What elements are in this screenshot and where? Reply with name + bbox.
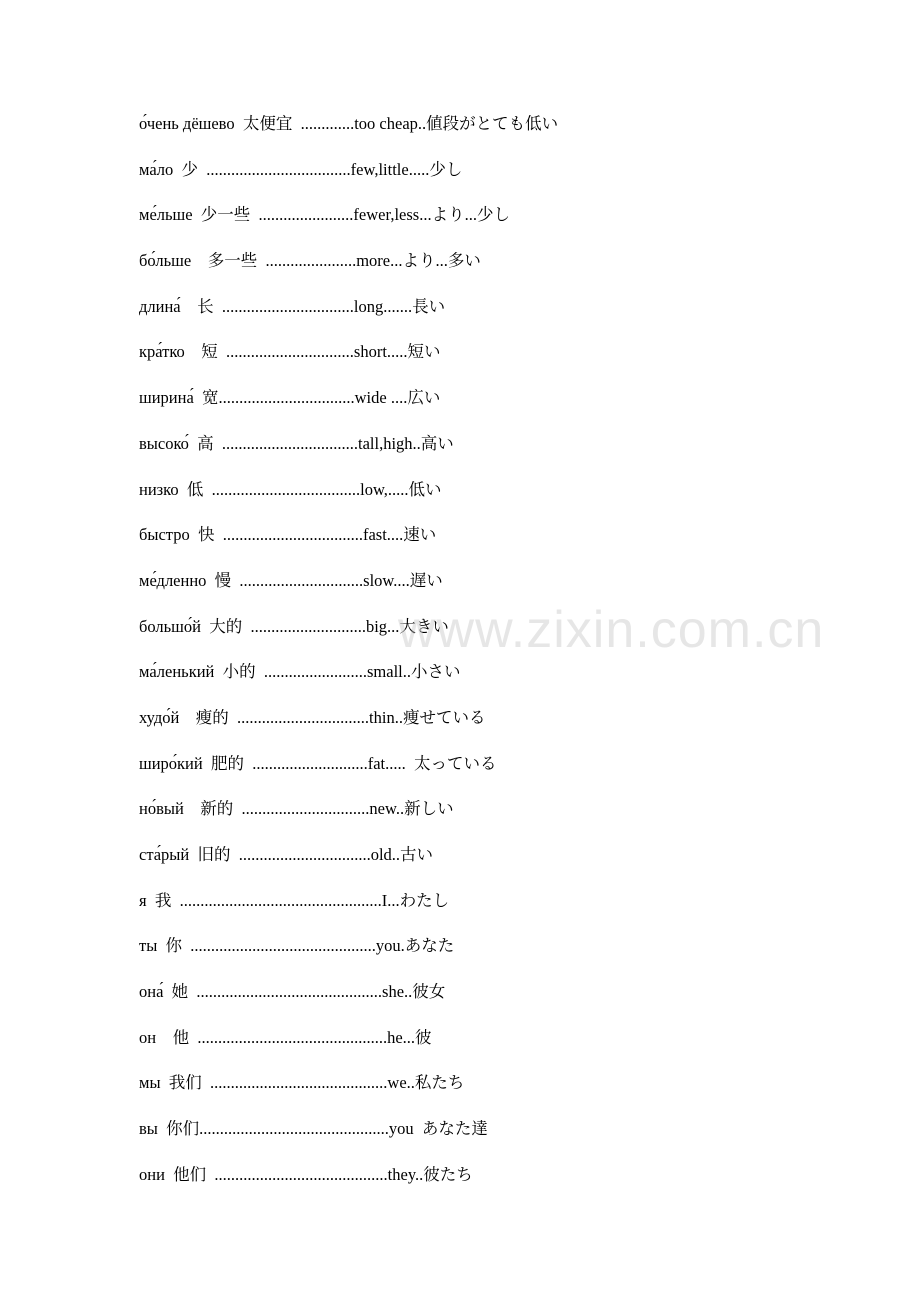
vocab-line: они 他们 ..........................................they..彼たち	[139, 1164, 473, 1184]
vocab-line: ма́ло 少 ...................................few,little.....少し	[139, 159, 463, 179]
watermark: www.zixin.com.cn	[398, 601, 825, 659]
vocab-line: кра́тко 短 ...............................short.....短い	[139, 342, 441, 362]
vocab-line: мы 我们 ...........................................we..私たち	[139, 1073, 465, 1093]
vocab-line: низко 低 ....................................low,.....低い	[139, 479, 442, 499]
vocab-line: но́вый 新的 ...............................new..新しい	[139, 799, 454, 819]
vocabulary-list	[139, 110, 859, 1207]
vocab-line: длина́ 长 ................................long.......長い	[139, 296, 446, 316]
vocab-line: ма́ленький 小的 .........................small..小さい	[139, 662, 461, 682]
vocab-line: ме́дленно 慢 ..............................slow....遅い	[139, 570, 443, 590]
vocab-line: о́чень дёшево 太便宜 .............too cheap..値段がとても低い	[139, 114, 559, 133]
vocab-line: вы 你们..............................................you あなた達	[139, 1119, 488, 1139]
vocab-line: широ́кий 肥的 ............................fat..... 太っている	[139, 753, 497, 773]
vocab-line: бо́льше 多一些 ......................more...より...多い	[139, 251, 481, 271]
vocab-line: быстро 快 ..................................fast....速い	[139, 525, 437, 545]
vocab-line: ме́льше 少一些 .......................fewer,less...より...少し	[139, 205, 510, 225]
vocab-line: большо́й 大的 ............................big...大きい	[139, 616, 449, 636]
vocab-line: ты 你 .............................................you.あなた	[139, 936, 455, 956]
vocab-line: она́ 她 .............................................she..彼女	[139, 982, 446, 1002]
vocab-line: ста́рый 旧的 ................................old..古い	[139, 845, 434, 864]
vocab-line: он 他 ..............................................he...彼	[139, 1027, 432, 1047]
vocab-line: худо́й 瘦的 ................................thin..痩せている	[139, 707, 486, 727]
vocab-line: я 我 .................................................I...わたし	[139, 890, 450, 910]
vocab-line: высоко́ 高 .................................tall,high..高い	[139, 433, 454, 453]
vocab-line: ширина́ 宽.................................wide ....広い	[139, 388, 441, 408]
